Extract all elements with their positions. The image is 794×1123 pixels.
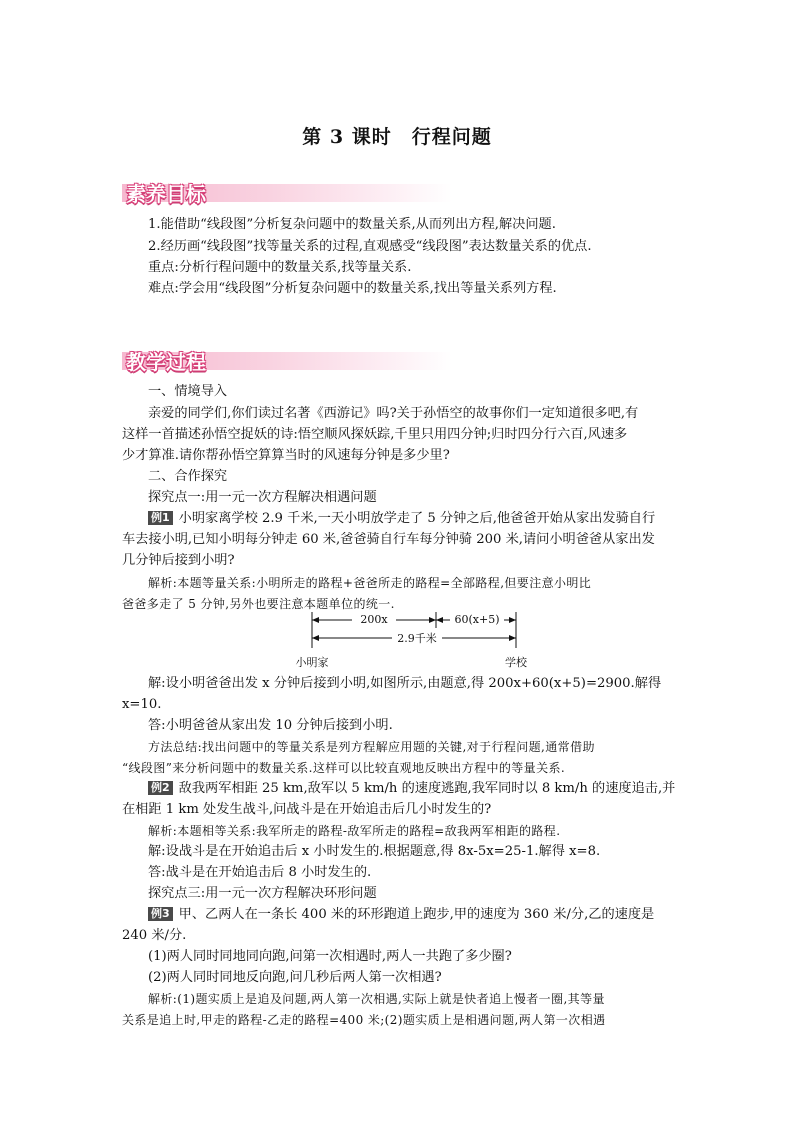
arrow-head xyxy=(509,635,516,641)
goals-banner-label: 素养目标 xyxy=(126,182,206,206)
total-distance-label: 2.9千米 xyxy=(397,632,437,645)
school-label: 学校 xyxy=(505,656,527,669)
process-banner xyxy=(122,346,452,376)
question-line: (2)两人同时同地反向跑,问几秒后两人第一次相遇? xyxy=(148,970,442,985)
method-summary-line: “线段图”来分析问题中的数量关系.这样可以比较直观地反映出方程中的等量关系. xyxy=(122,761,566,775)
intro-line: 亲爱的同学们,你们读过名著《西游记》吗?关于孙悟空的故事你们一定知道很多吧,有 xyxy=(148,406,639,421)
example-3-text: 甲、乙两人在一条长 400 米的环形跑道上跑步,甲的速度为 360 米/分,乙的速度是 xyxy=(178,907,655,922)
topic-heading: 探究点三:用一元一次方程解决环形问题 xyxy=(148,886,377,901)
analysis-line: 关系是追上时,甲走的路程-乙走的路程=400 米;(2)题实质上是相遇问题,两人第一次相遇 xyxy=(122,1013,606,1027)
intro-line: 这样一首描述孙悟空捉妖的诗:悟空顺风探妖踪,千里只用四分钟;归时四分行六百,风速多 xyxy=(122,427,628,442)
example-1-line: 几分钟后接到小明? xyxy=(122,553,235,568)
analysis-line: 解析:本题等量关系:小明所走的路程+爸爸所走的路程=全部路程,但要注意小明比 xyxy=(148,576,592,590)
analysis-line: 解析:本题相等关系:我军所走的路程-敌军所走的路程=敌我两军相距的路程. xyxy=(148,824,561,838)
arrow-head xyxy=(312,617,319,623)
arrow-head xyxy=(312,635,319,641)
solution-line: 解:设小明爸爸出发 x 分钟后接到小明,如图所示,由题意,得 200x+60(x+5)=2900.解得 xyxy=(148,676,662,691)
segment-label-father: 200x xyxy=(360,613,388,626)
line-segment-diagram xyxy=(290,606,550,676)
goal-line: 2.经历画“线段图”找等量关系的过程,直观感受“线段图”表达数量关系的优点. xyxy=(148,239,592,254)
arrow-head xyxy=(436,617,443,623)
topic-heading: 探究点一:用一元一次方程解决相遇问题 xyxy=(148,490,377,505)
example-1-text: 小明家离学校 2.9 千米,一天小明放学走了 5 分钟之后,他爸爸开始从家出发骑自行 xyxy=(178,511,656,526)
answer-line: 答:小明爸爸从家出发 10 分钟后接到小明. xyxy=(148,718,393,733)
example-1-line: 车去接小明,已知小明每分钟走 60 米,爸爸骑自行车每分钟骑 200 米,请问小明爸爸从家出发 xyxy=(122,532,655,547)
example-2-line xyxy=(148,780,675,798)
example-2-line: 在相距 1 km 处发生战斗,问战斗是在开始追击后几小时发生的? xyxy=(122,802,492,817)
example-1-tag: 例1 xyxy=(148,511,173,525)
example-3-tag: 例3 xyxy=(148,907,173,921)
segment-label-xiaoming: 60(x+5) xyxy=(454,613,500,626)
page-title: 第 3 课时 行程问题 xyxy=(302,126,492,148)
intro-line: 少才算准.请你帮孙悟空算算当时的风速每分钟是多少里? xyxy=(122,448,450,463)
section-heading: 二、合作探究 xyxy=(148,469,228,484)
example-2-tag: 例2 xyxy=(148,781,173,795)
answer-line: 答:战斗是在开始追击后 8 小时发生的. xyxy=(148,865,372,880)
arrow-head xyxy=(509,617,516,623)
example-3-line: 240 米/分. xyxy=(122,928,187,943)
analysis-line: 解析:(1)题实质上是追及问题,两人第一次相遇,实际上就是快者追上慢者一圈,其等量 xyxy=(148,992,605,1006)
process-banner-label: 教学过程 xyxy=(126,350,206,374)
home-label: 小明家 xyxy=(295,656,329,669)
solution-line: x=10. xyxy=(122,697,162,712)
goal-line: 1.能借助“线段图”分析复杂问题中的数量关系,从而列出方程,解决问题. xyxy=(148,217,556,232)
example-1-line xyxy=(148,510,655,528)
example-2-text: 敌我两军相距 25 km,敌军以 5 km/h 的速度逃跑,我军同时以 8 km/h 的速度追击,并 xyxy=(178,781,676,796)
example-3-line xyxy=(148,906,654,924)
solution-line: 解:设战斗是在开始追击后 x 小时发生的.根据题意,得 8x-5x=25-1.解得 x=8. xyxy=(148,844,601,859)
goals-banner xyxy=(122,178,452,208)
key-point-line: 重点:分析行程问题中的数量关系,找等量关系. xyxy=(148,260,412,275)
arrow-head xyxy=(429,617,436,623)
analysis-line: 爸爸多走了 5 分钟,另外也要注意本题单位的统一. xyxy=(122,597,395,611)
difficulty-line: 难点:学会用“线段图”分析复杂问题中的数量关系,找出等量关系列方程. xyxy=(148,281,557,296)
section-heading: 一、情境导入 xyxy=(148,384,228,399)
question-line: (1)两人同时同地同向跑,问第一次相遇时,两人一共跑了多少圈? xyxy=(148,949,512,964)
method-summary-line: 方法总结:找出问题中的等量关系是列方程解应用题的关键,对于行程问题,通常借助 xyxy=(148,740,595,754)
